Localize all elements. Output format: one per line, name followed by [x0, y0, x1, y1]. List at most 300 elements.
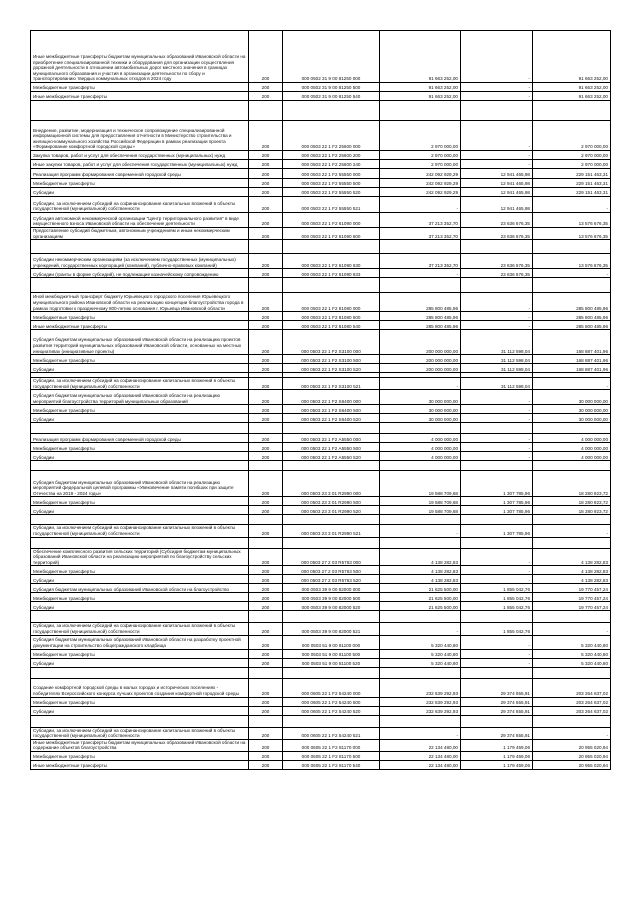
row-classification-code: 000 0503 22 1 F2 S3100 521 — [283, 378, 380, 390]
row-unexecuted-amount: 203 264 637,02 — [533, 706, 611, 715]
row-classification-code: 000 0503 22 1 F2 S6400 520 — [283, 414, 380, 423]
table-row — [31, 228, 611, 240]
row-approved-amount: 37 213 352,70 — [380, 228, 461, 240]
row-name: Реализация программ формирования современной городской среды — [31, 434, 249, 443]
table-row — [31, 169, 611, 179]
row-approved-amount: 19 588 709,68 — [380, 471, 461, 497]
row-executed-amount: - — [461, 92, 533, 101]
table-row — [31, 678, 611, 697]
row-approved-amount: 200 000 000,00 — [380, 330, 461, 355]
row-unexecuted-amount: 229 151 463,31 — [533, 188, 611, 197]
row-classification-code: 000 0605 22 1 F2 54240 000 — [283, 678, 380, 697]
row-approved-amount — [380, 278, 461, 293]
row-unexecuted-amount: - — [533, 378, 611, 390]
row-executed-amount — [461, 423, 533, 434]
table-row — [31, 378, 611, 390]
row-classification-code: 000 0503 51 9 00 81100 520 — [283, 658, 380, 667]
row-name: Субсидия бюджетам муниципальных образований Ивановской области на реализацию мероприятий федеральной целевой программы «Увековечение памяти погибших при защите Отечества на 2019 - 2024 годы» — [31, 471, 249, 497]
row-unexecuted-amount: 30 000 000,00 — [533, 414, 611, 423]
row-unexecuted-amount: 4 138 282,83 — [533, 566, 611, 575]
row-code: 200 — [249, 678, 283, 697]
row-executed-amount — [461, 240, 533, 254]
row-executed-amount: 23 636 676,35 — [461, 213, 533, 228]
table-row — [31, 151, 611, 160]
table-row — [31, 751, 611, 760]
row-classification-code: 000 0503 39 9 00 82000 000 — [283, 584, 380, 593]
row-classification-code: 000 0502 31 9 00 81250 540 — [283, 92, 380, 101]
row-executed-amount: 1 307 785,96 — [461, 506, 533, 515]
row-name: Межбюджетные трансферты — [31, 593, 249, 602]
row-classification-code: 000 0503 22 1 F2 S3100 500 — [283, 355, 380, 364]
row-classification-code — [283, 101, 380, 121]
row-classification-code — [283, 715, 380, 727]
row-name: Субсидии — [31, 188, 249, 197]
row-approved-amount: 2 970 000,00 — [380, 160, 461, 169]
row-unexecuted-amount — [533, 278, 611, 293]
row-name: Иные межбюджетные трансферты — [31, 92, 249, 101]
row-executed-amount: - — [461, 566, 533, 575]
row-unexecuted-amount — [533, 667, 611, 678]
row-code: 200 — [249, 434, 283, 443]
table-row — [31, 471, 611, 497]
row-classification-code: 000 0503 51 9 00 81100 000 — [283, 635, 380, 649]
row-code: 200 — [249, 414, 283, 423]
table-row — [31, 92, 611, 101]
row-unexecuted-amount: 229 151 463,31 — [533, 169, 611, 179]
row-executed-amount: - — [461, 443, 533, 452]
row-executed-amount: 1 179 459,06 — [461, 739, 533, 751]
row-approved-amount: 4 000 000,00 — [380, 434, 461, 443]
table-row — [31, 414, 611, 423]
row-approved-amount: 2 970 000,00 — [380, 151, 461, 160]
table-row — [31, 715, 611, 727]
table-row — [31, 649, 611, 658]
row-code: 200 — [249, 760, 283, 769]
row-executed-amount — [461, 101, 533, 121]
row-code: 200 — [249, 739, 283, 751]
row-name: Субсидии — [31, 452, 249, 461]
row-executed-amount: - — [461, 434, 533, 443]
row-executed-amount: 23 636 676,35 — [461, 228, 533, 240]
row-executed-amount: - — [461, 151, 533, 160]
row-code: 200 — [249, 497, 283, 506]
row-name: Субсидия бюджетам муниципальных образований Ивановской области на разработку проектной документации на строительство общегражданского кладбища — [31, 635, 249, 649]
table-row — [31, 602, 611, 611]
row-code: 200 — [249, 254, 283, 269]
row-name: Субсидии некоммерческим организациям (за исключением государственных (муниципальных) учреждений, государственных корпораций (компаний), публично-правовых компаний) — [31, 254, 249, 269]
row-classification-code: 000 0503 23 3 01 R2990 000 — [283, 471, 380, 497]
row-approved-amount: 285 800 485,96 — [380, 321, 461, 330]
row-classification-code — [283, 240, 380, 254]
row-approved-amount — [380, 515, 461, 525]
table-row — [31, 31, 611, 83]
row-approved-amount: 30 000 000,00 — [380, 414, 461, 423]
row-approved-amount: 285 800 485,96 — [380, 312, 461, 321]
row-executed-amount: 31 112 598,04 — [461, 378, 533, 390]
row-code: 200 — [249, 269, 283, 278]
row-approved-amount: - — [380, 197, 461, 213]
row-code: 200 — [249, 443, 283, 452]
row-executed-amount: 1 307 785,96 — [461, 525, 533, 537]
row-unexecuted-amount: 203 264 637,02 — [533, 697, 611, 706]
row-name: Субсидия бюджетам муниципальных образований Ивановской области на реализацию проектов развития территорий муниципальных образований Ивановской области, основанных на местных инициативах (инициативные проекты) — [31, 330, 249, 355]
row-name: Межбюджетные трансферты — [31, 312, 249, 321]
row-name — [31, 667, 249, 678]
row-name — [31, 240, 249, 254]
row-approved-amount — [380, 423, 461, 434]
table-row — [31, 667, 611, 678]
row-executed-amount: - — [461, 293, 533, 312]
table-row — [31, 525, 611, 537]
row-classification-code: 000 0503 22 1 F2 81080 000 — [283, 293, 380, 312]
row-classification-code: 000 0503 22 1 F2 55550 500 — [283, 179, 380, 188]
row-unexecuted-amount: 4 138 282,83 — [533, 575, 611, 584]
row-executed-amount: 1 855 042,76 — [461, 584, 533, 593]
table-row — [31, 461, 611, 471]
row-classification-code: 000 0503 22 1 F2 25600 200 — [283, 151, 380, 160]
row-name: Межбюджетные трансферты — [31, 751, 249, 760]
row-unexecuted-amount: 285 800 485,96 — [533, 312, 611, 321]
row-unexecuted-amount: 203 264 637,02 — [533, 678, 611, 697]
row-approved-amount — [380, 715, 461, 727]
row-unexecuted-amount — [533, 240, 611, 254]
row-executed-amount: 31 112 598,04 — [461, 355, 533, 364]
row-classification-code — [283, 611, 380, 623]
row-classification-code: 000 0503 22 1 F2 81080 540 — [283, 321, 380, 330]
row-code: 200 — [249, 593, 283, 602]
row-code: 200 — [249, 584, 283, 593]
row-approved-amount — [380, 537, 461, 548]
row-approved-amount: 242 092 929,29 — [380, 188, 461, 197]
row-approved-amount: 5 320 440,80 — [380, 649, 461, 658]
row-code: 200 — [249, 312, 283, 321]
row-executed-amount: - — [461, 31, 533, 83]
row-name: Субсидии, за исключением субсидий на софинансирование капитальных вложений в объекты государственной (муниципальной) собственности — [31, 727, 249, 739]
row-code — [249, 515, 283, 525]
row-name: Субсидии — [31, 414, 249, 423]
row-classification-code: 000 0503 23 3 01 R2990 521 — [283, 525, 380, 537]
row-classification-code: 000 0503 39 9 00 82000 500 — [283, 593, 380, 602]
row-approved-amount: - — [380, 269, 461, 278]
row-code: 200 — [249, 179, 283, 188]
row-code: 200 — [249, 575, 283, 584]
row-approved-amount: 30 000 000,00 — [380, 390, 461, 405]
row-unexecuted-amount: 229 151 463,31 — [533, 179, 611, 188]
table-row — [31, 584, 611, 593]
row-approved-amount: - — [380, 525, 461, 537]
row-code — [249, 715, 283, 727]
row-unexecuted-amount: 18 280 923,72 — [533, 471, 611, 497]
row-code: 200 — [249, 405, 283, 414]
row-approved-amount: 5 320 440,80 — [380, 635, 461, 649]
row-classification-code: 000 0502 31 9 00 81250 500 — [283, 83, 380, 92]
row-code: 200 — [249, 160, 283, 169]
row-code: 200 — [249, 751, 283, 760]
row-classification-code: 000 0503 22 1 F2 А5550 000 — [283, 434, 380, 443]
budget-table-sheet — [30, 30, 610, 770]
row-code: 200 — [249, 330, 283, 355]
row-classification-code: 000 0503 39 9 00 82000 520 — [283, 602, 380, 611]
row-approved-amount: 37 213 352,70 — [380, 254, 461, 269]
row-unexecuted-amount: 19 770 457,24 — [533, 602, 611, 611]
row-executed-amount: - — [461, 405, 533, 414]
table-row — [31, 575, 611, 584]
row-code: 200 — [249, 602, 283, 611]
table-row — [31, 321, 611, 330]
row-name: Межбюджетные трансферты — [31, 497, 249, 506]
row-code: 200 — [249, 213, 283, 228]
row-approved-amount: 30 000 000,00 — [380, 405, 461, 414]
row-executed-amount — [461, 278, 533, 293]
row-executed-amount: 29 374 655,91 — [461, 727, 533, 739]
row-name: Субсидии — [31, 706, 249, 715]
row-executed-amount — [461, 515, 533, 525]
row-name: Иные межбюджетные трансферты бюджетам муниципальных образований Ивановской области на приобретение специализированной техники и оборудования для организации осуществления дорожной деятельности в отношении автомобильных дорог местного значения в границах муниципального образования и участия в организации деятельности по сбору и транспортированию твердых коммунальных отходов в 2024 году — [31, 31, 249, 83]
row-code: 200 — [249, 31, 283, 83]
row-classification-code — [283, 423, 380, 434]
row-code — [249, 537, 283, 548]
row-unexecuted-amount: - — [533, 525, 611, 537]
row-name: Субсидии — [31, 506, 249, 515]
row-classification-code: 000 0503 22 1 F2 S6400 500 — [283, 405, 380, 414]
row-executed-amount: - — [461, 160, 533, 169]
table-row — [31, 452, 611, 461]
row-classification-code: 000 0503 22 1 F2 25600 240 — [283, 160, 380, 169]
row-code: 200 — [249, 188, 283, 197]
row-classification-code: 000 0503 22 1 F2 61090 000 — [283, 213, 380, 228]
row-approved-amount: 2 970 000,00 — [380, 121, 461, 151]
row-code: 200 — [249, 623, 283, 635]
row-classification-code: 000 0503 22 1 F2 А5550 500 — [283, 443, 380, 452]
row-unexecuted-amount: 91 663 252,00 — [533, 31, 611, 83]
row-executed-amount: - — [461, 121, 533, 151]
row-classification-code: 000 0503 39 9 00 82000 521 — [283, 623, 380, 635]
row-executed-amount: 1 855 042,76 — [461, 623, 533, 635]
row-name: Субсидия бюджетам муниципальных образований Ивановской области на благоустройство — [31, 584, 249, 593]
table-row — [31, 697, 611, 706]
row-code: 200 — [249, 697, 283, 706]
table-row — [31, 355, 611, 364]
row-name: Субсидии, за исключением субсидий на софинансирование капитальных вложений в объекты государственной (муниципальной) собственности — [31, 623, 249, 635]
row-classification-code: 000 0605 22 1 F2 54240 521 — [283, 727, 380, 739]
row-unexecuted-amount: 20 955 020,94 — [533, 751, 611, 760]
row-unexecuted-amount — [533, 515, 611, 525]
row-executed-amount — [461, 715, 533, 727]
row-classification-code: 000 0503 22 1 F2 61090 633 — [283, 269, 380, 278]
row-code: 200 — [249, 452, 283, 461]
row-code: 200 — [249, 471, 283, 497]
row-executed-amount — [461, 461, 533, 471]
table-row — [31, 443, 611, 452]
row-name — [31, 515, 249, 525]
row-classification-code: 000 0503 22 1 F2 А5550 520 — [283, 452, 380, 461]
row-executed-amount: - — [461, 390, 533, 405]
row-classification-code: 000 0503 23 3 01 R2990 520 — [283, 506, 380, 515]
row-name — [31, 611, 249, 623]
row-classification-code: 000 0503 22 1 F2 81080 500 — [283, 312, 380, 321]
row-code: 200 — [249, 548, 283, 566]
row-approved-amount: 232 639 292,93 — [380, 697, 461, 706]
row-name — [31, 278, 249, 293]
row-executed-amount: 23 636 676,35 — [461, 254, 533, 269]
row-unexecuted-amount: 91 663 252,00 — [533, 83, 611, 92]
row-code: 200 — [249, 525, 283, 537]
table-row — [31, 760, 611, 769]
row-name: Межбюджетные трансферты — [31, 405, 249, 414]
row-approved-amount: 91 663 252,00 — [380, 31, 461, 83]
row-approved-amount: 37 213 352,70 — [380, 213, 461, 228]
row-name: Иные межбюджетные трансферты бюджетам муниципальных образований Ивановской области на содержание объектов благоустройства — [31, 739, 249, 751]
row-name: Иные закупки товаров, работ и услуг для обеспечения государственных (муниципальных) нужд — [31, 160, 249, 169]
row-code: 200 — [249, 635, 283, 649]
row-approved-amount: 4 000 000,00 — [380, 443, 461, 452]
row-unexecuted-amount: 4 000 000,00 — [533, 452, 611, 461]
row-executed-amount: - — [461, 312, 533, 321]
row-name: Субсидии — [31, 364, 249, 373]
row-classification-code: 000 0503 27 2 03 R5763 500 — [283, 566, 380, 575]
row-name: Иной межбюджетный трансферт бюджету Юрьевецкого городского поселения Юрьевецкого муниципального района Ивановской области на реализацию концепции благоустройства города в рамках подготовки к праздничному 800-летию основания г. Юрьевца Ивановской области — [31, 293, 249, 312]
row-approved-amount — [380, 667, 461, 678]
table-row — [31, 548, 611, 566]
row-executed-amount: 1 307 785,96 — [461, 497, 533, 506]
table-row — [31, 497, 611, 506]
table-row — [31, 405, 611, 414]
row-classification-code: 000 0503 22 1 F2 55550 000 — [283, 169, 380, 179]
row-name: Обеспечение комплексного развития сельских территорий (Субсидия бюджетам муниципальных образований Ивановской области на реализацию мероприятий по благоустройству сельских территорий) — [31, 548, 249, 566]
row-unexecuted-amount: 13 576 676,35 — [533, 254, 611, 269]
table-row — [31, 593, 611, 602]
row-unexecuted-amount: 20 955 020,94 — [533, 760, 611, 769]
row-approved-amount: 242 092 929,29 — [380, 169, 461, 179]
table-row — [31, 635, 611, 649]
row-unexecuted-amount — [533, 537, 611, 548]
budget-execution-table — [30, 30, 611, 770]
row-name: Субсидии, за исключением субсидий на софинансирование капитальных вложений в объекты государственной (муниципальной) собственности — [31, 525, 249, 537]
row-classification-code: 000 0503 22 1 F2 55550 521 — [283, 197, 380, 213]
row-name: Субсидии (гранты в форме субсидий), не подлежащие казначейскому сопровождению — [31, 269, 249, 278]
row-unexecuted-amount: 2 970 000,00 — [533, 121, 611, 151]
row-name: Предоставление субсидий бюджетным, автономным учреждениям и иным некоммерческим организациям — [31, 228, 249, 240]
row-name — [31, 461, 249, 471]
row-unexecuted-amount — [533, 611, 611, 623]
table-row — [31, 506, 611, 515]
row-approved-amount: 232 639 292,93 — [380, 678, 461, 697]
row-approved-amount: 4 138 282,83 — [380, 566, 461, 575]
row-approved-amount — [380, 611, 461, 623]
row-code — [249, 423, 283, 434]
row-name: Иные межбюджетные трансферты — [31, 760, 249, 769]
row-approved-amount: - — [380, 623, 461, 635]
row-classification-code: 000 0503 27 2 03 R5763 000 — [283, 548, 380, 566]
table-row — [31, 364, 611, 373]
row-unexecuted-amount: - — [533, 727, 611, 739]
row-executed-amount: 31 112 598,04 — [461, 330, 533, 355]
row-code — [249, 278, 283, 293]
row-executed-amount: 29 374 655,91 — [461, 697, 533, 706]
row-executed-amount: 29 374 655,91 — [461, 706, 533, 715]
row-code — [249, 240, 283, 254]
row-approved-amount: 21 625 500,00 — [380, 584, 461, 593]
row-name: Межбюджетные трансферты — [31, 697, 249, 706]
table-row — [31, 179, 611, 188]
row-name: Иные межбюджетные трансферты — [31, 321, 249, 330]
row-unexecuted-amount: - — [533, 623, 611, 635]
row-name: Субсидии — [31, 575, 249, 584]
row-code: 200 — [249, 506, 283, 515]
row-classification-code — [283, 515, 380, 525]
table-row — [31, 188, 611, 197]
row-executed-amount: 1 855 042,76 — [461, 602, 533, 611]
row-approved-amount: - — [380, 378, 461, 390]
row-executed-amount: 29 374 655,91 — [461, 678, 533, 697]
row-unexecuted-amount — [533, 101, 611, 121]
row-unexecuted-amount: 285 800 485,96 — [533, 321, 611, 330]
row-executed-amount: - — [461, 658, 533, 667]
row-approved-amount: 4 000 000,00 — [380, 452, 461, 461]
row-classification-code: 000 0502 31 9 00 81250 000 — [283, 31, 380, 83]
row-name: Межбюджетные трансферты — [31, 649, 249, 658]
row-unexecuted-amount: - — [533, 269, 611, 278]
row-name: Субсидия автономной некоммерческой организации "Центр территориального развития" в виде имущественного взноса Ивановской области на обеспечение деятельности — [31, 213, 249, 228]
row-unexecuted-amount: 4 000 000,00 — [533, 434, 611, 443]
row-classification-code: 000 0503 23 3 01 R2990 500 — [283, 497, 380, 506]
row-approved-amount — [380, 240, 461, 254]
row-name: Субсидия бюджетам муниципальных образований Ивановской области на реализацию мероприятий благоустройства территорий муниципальных образований — [31, 390, 249, 405]
row-name — [31, 537, 249, 548]
row-unexecuted-amount: 19 770 457,24 — [533, 593, 611, 602]
row-code: 200 — [249, 83, 283, 92]
row-unexecuted-amount: 2 970 000,00 — [533, 151, 611, 160]
table-row — [31, 254, 611, 269]
row-code: 200 — [249, 727, 283, 739]
row-unexecuted-amount: 4 000 000,00 — [533, 443, 611, 452]
row-code — [249, 667, 283, 678]
row-classification-code: 000 0503 22 1 F2 61090 600 — [283, 228, 380, 240]
row-unexecuted-amount: 5 320 440,80 — [533, 635, 611, 649]
row-executed-amount: 1 179 459,06 — [461, 751, 533, 760]
row-classification-code: 000 0503 22 1 F2 S3100 520 — [283, 364, 380, 373]
row-code — [249, 461, 283, 471]
row-unexecuted-amount: 20 955 020,94 — [533, 739, 611, 751]
row-classification-code: 000 0503 22 1 F2 55550 520 — [283, 188, 380, 197]
table-row — [31, 197, 611, 213]
row-classification-code — [283, 278, 380, 293]
row-name: Субсидии — [31, 602, 249, 611]
row-unexecuted-amount: 2 970 000,00 — [533, 160, 611, 169]
row-classification-code: 000 0503 22 1 F2 S3100 000 — [283, 330, 380, 355]
table-row — [31, 739, 611, 751]
row-executed-amount: - — [461, 83, 533, 92]
row-code: 200 — [249, 706, 283, 715]
row-unexecuted-amount: 4 138 282,83 — [533, 548, 611, 566]
row-approved-amount: 22 134 480,00 — [380, 760, 461, 769]
table-row — [31, 278, 611, 293]
row-executed-amount: 31 112 598,04 — [461, 364, 533, 373]
row-executed-amount: - — [461, 321, 533, 330]
row-name: Закупка товаров, работ и услуг для обеспечения государственных (муниципальных) нужд — [31, 151, 249, 160]
row-unexecuted-amount — [533, 423, 611, 434]
table-row — [31, 515, 611, 525]
table-row — [31, 160, 611, 169]
row-classification-code: 000 0605 22 1 F2 81170 540 — [283, 760, 380, 769]
row-unexecuted-amount: 30 000 000,00 — [533, 405, 611, 414]
row-code: 200 — [249, 169, 283, 179]
row-unexecuted-amount: 13 576 676,35 — [533, 228, 611, 240]
row-unexecuted-amount: 13 576 676,35 — [533, 213, 611, 228]
row-executed-amount: 12 941 465,98 — [461, 197, 533, 213]
table-row — [31, 611, 611, 623]
row-approved-amount: 200 000 000,00 — [380, 364, 461, 373]
